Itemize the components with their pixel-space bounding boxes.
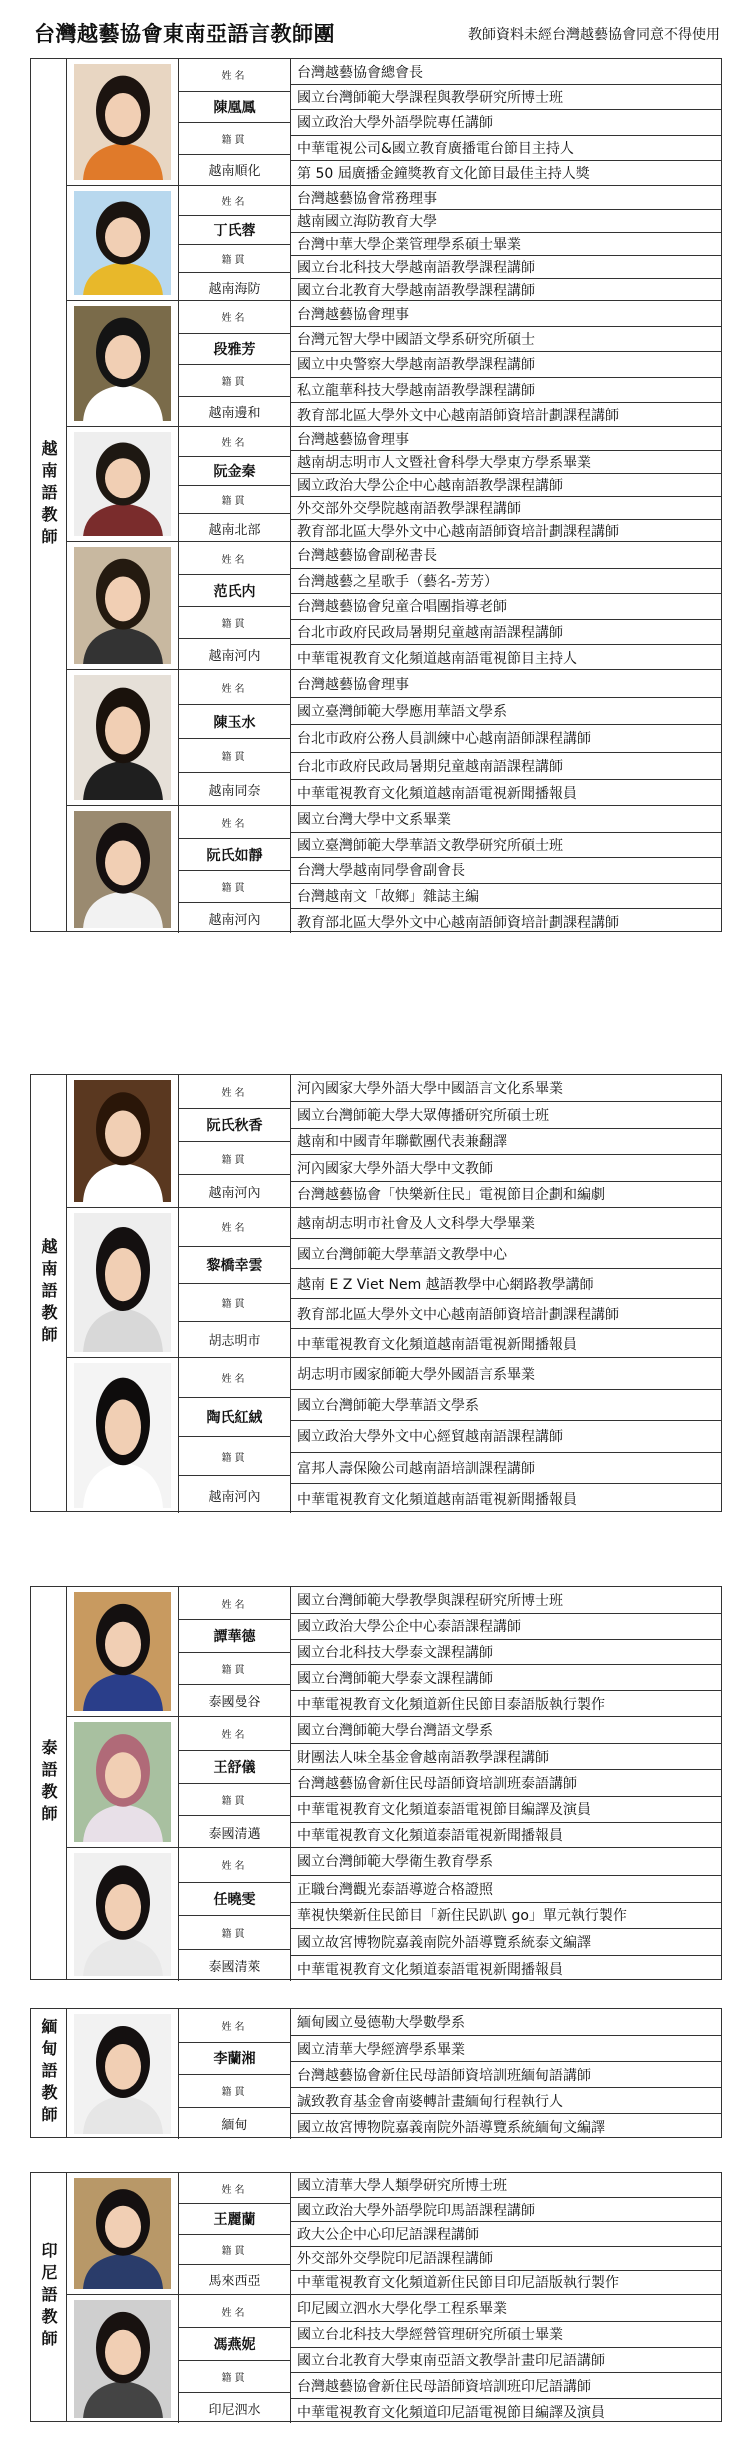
teacher-info [179,1587,291,1716]
credential-line: 正職台灣觀光泰語導遊合格證照 [291,1875,721,1902]
credential-line: 台灣元智大學中國語文學系研究所碩士 [291,326,721,351]
usage-notice: 教師資料未經台灣越藝協會同意不得使用 [468,27,720,43]
teacher-info [179,2173,291,2294]
teacher-origin: 印尼泗水 [179,2392,290,2424]
teacher-info [179,1075,291,1207]
teacher-info [179,186,291,300]
origin-label: 籍貫 [179,1915,290,1949]
credential-line: 中華電視教育文化頻道泰語電視節目編譯及演員 [291,1796,721,1822]
credential-line: 中華電視公司&國立教育廣播電台節目主持人 [291,135,721,160]
teacher-credentials [291,301,721,426]
person-silhouette-icon [74,432,171,536]
credential-line: 外交部外交學院越南語教學課程講師 [291,496,721,519]
teacher-photo [67,1208,179,1357]
person-silhouette-icon [74,1213,171,1352]
origin-label: 籍貫 [179,738,290,772]
teacher-photo [67,1848,179,1981]
teacher-row [67,2294,721,2423]
name-label: 姓名 [221,1374,248,1385]
teacher-credentials [291,806,721,933]
teacher-photo [67,1075,179,1207]
credential-line: 越南胡志明市人文暨社會科學大學東方學系畢業 [291,450,721,473]
credential-line: 中華電視教育文化頻道新住民節目泰語版執行製作 [291,1690,721,1716]
teacher-name: 陶氏紅絨 [179,1397,290,1436]
credential-line: 國立清華大學經濟學系畢業 [291,2035,721,2061]
teacher-photo [67,806,179,933]
photo-background [74,547,171,664]
teacher-info [179,1848,291,1981]
teacher-credentials [291,542,721,669]
teacher-section [30,2172,722,2422]
credential-line: 台灣越藝協會總會長 [297,64,423,81]
person-silhouette-icon [74,675,171,800]
person-silhouette-icon [74,1592,171,1711]
person-silhouette-icon [74,1363,171,1508]
teacher-origin: 越南海防 [179,272,290,301]
teacher-photo [67,2173,179,2294]
credential-line: 富邦人壽保險公司越南語培訓課程講師 [291,1452,721,1483]
credential-line: 華視快樂新住民節目「新住民趴趴 go」單元執行製作 [291,1902,721,1929]
teacher-name: 馮燕妮 [179,2327,290,2359]
teacher-origin: 越南同奈 [179,772,290,806]
credential-line: 中華電視教育文化頻道新住民節目印尼語版執行製作 [291,2270,721,2294]
teacher-row [67,426,721,541]
section-label [31,2173,67,2421]
teacher-info [179,806,291,933]
photo-background [74,2014,171,2134]
person-silhouette-icon [74,2014,171,2134]
credential-line: 國立故宮博物院嘉義南院外語導覽系統緬甸文編譯 [291,2113,721,2139]
teacher-name: 譚華德 [179,1619,290,1651]
teacher-credentials [291,1587,721,1716]
teacher-name: 丁氏蓉 [179,215,290,244]
person-silhouette-icon [74,1853,171,1976]
section-label [31,1075,67,1511]
teacher-origin: 越南河内 [179,638,290,670]
credential-line: 台灣大學越南同學會副會長 [291,857,721,883]
credential-line: 中華電視教育文化頻道越南語電視新聞播報員 [291,1328,721,1358]
teacher-credentials [291,1358,721,1513]
name-label: 姓名 [221,1861,248,1873]
teacher-row [67,1587,721,1716]
credential-line: 教育部北區大學外文中心越南語師資培計劃課程講師 [291,402,721,427]
person-silhouette-icon [74,1080,171,1202]
teacher-photo [67,59,179,185]
section-label [31,2009,67,2137]
credential-line: 教育部北區大學外文中心越南語師資培計劃課程講師 [291,1298,721,1328]
teacher-info [179,2009,291,2139]
teacher-info [179,1358,291,1513]
credential-line: 國立台灣師範大學華語文教學中心 [291,1238,721,1268]
teacher-row [67,2009,721,2139]
teacher-photo [67,1587,179,1716]
credential-line: 台北市政府民政局暑期兒童越南語課程講師 [291,752,721,779]
teacher-name: 段雅芳 [179,333,290,365]
credential-line: 台灣越藝協會新住民母語師資培訓班泰語講師 [291,1769,721,1795]
teacher-origin: 越南邊和 [179,396,290,428]
teacher-origin: 泰國清邁 [179,1815,290,1848]
teacher-name: 陳凰鳳 [179,91,290,123]
credential-line: 國立台北科技大學越南語教學課程講師 [291,255,721,278]
credential-line: 台灣越藝協會常務理事 [297,190,437,207]
credential-line: 台灣越藝之星歌手（藝名-芳芳） [291,568,721,594]
section-label-text: 越南語教師 [39,440,58,550]
teacher-credentials [291,1848,721,1981]
section-label-text: 泰語教師 [39,1739,58,1827]
teacher-credentials [291,59,721,185]
name-label: 姓名 [221,1599,248,1611]
origin-label: 籍貫 [179,364,290,396]
credential-line: 緬甸國立曼德勒大學數學系 [297,2015,465,2031]
credential-line: 台灣越藝協會理事 [297,431,409,448]
credential-line: 國立臺灣師範大學應用華語文學系 [291,697,721,724]
teacher-info [179,59,291,185]
name-label: 姓名 [221,554,248,566]
section-label-text: 緬甸語教師 [39,2018,58,2128]
credential-line: 國立政治大學公企中心越南語教學課程講師 [291,473,721,496]
teacher-origin: 泰國清萊 [179,1949,290,1983]
teacher-name: 阮氏如靜 [179,838,290,870]
credential-line: 國立清華大學人類學研究所博士班 [297,2178,507,2195]
credential-line: 台灣越藝協會新住民母語師資培訓班緬甸語講師 [291,2061,721,2087]
photo-background [74,811,171,928]
credential-line: 國立故宮博物院嘉義南院外語導覽系統泰文編譯 [291,1928,721,1955]
credential-line: 國立台北科技大學泰文課程講師 [291,1639,721,1665]
origin-label: 籍貫 [179,870,290,902]
credential-line: 教育部北區大學外文中心越南語師資培計劃課程講師 [291,908,721,934]
teacher-photo [67,1717,179,1847]
credential-line: 台灣越藝協會副秘書長 [297,547,437,564]
credential-line: 台北市政府公務人員訓練中心越南語師課程講師 [291,724,721,751]
teacher-info [179,301,291,426]
person-silhouette-icon [74,2178,171,2289]
photo-background [74,1213,171,1352]
photo-background [74,1722,171,1842]
photo-background [74,1363,171,1508]
name-label: 姓名 [221,2184,248,2196]
teacher-name: 陳玉水 [179,704,290,738]
origin-label: 籍貫 [179,1283,290,1321]
teacher-credentials [291,427,721,541]
credential-line: 第 50 屆廣播金鐘獎教育文化節目最佳主持人獎 [291,160,721,185]
credential-line: 中華電視教育文化頻道泰語電視新聞播報員 [291,1822,721,1848]
name-label: 姓名 [221,71,248,83]
teacher-photo [67,1358,179,1513]
person-silhouette-icon [74,1722,171,1842]
credential-line: 國立政治大學外文中心經貿越南語課程講師 [291,1420,721,1451]
teacher-origin: 越南河內 [179,1475,290,1514]
credential-line: 國立台灣師範大學大眾傳播研究所碩士班 [291,1101,721,1127]
credential-line: 台灣中華大學企業管理學系碩士畢業 [291,232,721,255]
teacher-origin: 越南順化 [179,154,290,186]
name-label: 姓名 [221,1223,248,1235]
photo-background [74,2178,171,2289]
teacher-row [67,1716,721,1847]
name-label: 姓名 [221,196,248,208]
credential-line: 外交部外交學院印尼語課程講師 [291,2246,721,2270]
credential-line: 台灣越藝協會「快樂新住民」電視節目企劃和編劇 [291,1181,721,1207]
teacher-credentials [291,670,721,805]
credential-line: 國立政治大學外語學院印馬語課程講師 [291,2197,721,2221]
teacher-photo [67,2295,179,2423]
credential-line: 河內國家大學外語大學中文教師 [291,1154,721,1180]
credential-line: 台灣越南文「故鄉」雜誌主編 [291,883,721,909]
teacher-info [179,2295,291,2423]
teacher-photo [67,186,179,300]
origin-label: 籍貫 [179,2074,290,2107]
name-label: 姓名 [221,1088,248,1099]
origin-label: 籍貫 [179,485,290,514]
credential-line: 誠致教育基金會南婆轉計畫緬甸行程執行人 [291,2087,721,2113]
credential-line: 政大公企中心印尼語課程講師 [291,2221,721,2245]
teacher-origin: 胡志明市 [179,1321,290,1359]
origin-label: 籍貫 [179,1783,290,1816]
person-silhouette-icon [74,191,171,295]
teacher-name: 王舒儀 [179,1750,290,1783]
credential-line: 中華電視教育文化頻道越南語電視新聞播報員 [291,1483,721,1514]
credential-line: 國立政治大學外語學院專任講師 [291,109,721,134]
credential-line: 財團法人味全基金會越南語教學課程講師 [291,1743,721,1769]
teacher-photo [67,670,179,805]
credential-line: 越南胡志明市社會及人文科學大學畢業 [297,1216,535,1232]
page-title: 台灣越藝協會東南亞語言教師團 [34,22,335,46]
teacher-row [67,805,721,933]
teacher-credentials [291,1075,721,1207]
credential-line: 越南和中國青年聯歡團代表兼翻譯 [291,1128,721,1154]
person-silhouette-icon [74,811,171,928]
teacher-credentials [291,2009,721,2139]
teacher-origin: 馬來西亞 [179,2264,290,2294]
teacher-credentials [291,1717,721,1847]
teacher-row [67,669,721,805]
teacher-photo [67,301,179,426]
credential-line: 國立台北教育大學越南語教學課程講師 [291,278,721,301]
photo-background [74,191,171,295]
section-label-text: 越南語教師 [39,1238,58,1348]
page-header [34,14,720,48]
credential-line: 越南 E Z Viet Nem 越語教學中心網路教學講師 [291,1268,721,1298]
teacher-origin: 越南河內 [179,1174,290,1207]
photo-background [74,1080,171,1202]
person-silhouette-icon [74,547,171,664]
teacher-info [179,670,291,805]
credential-line: 國立政治大學公企中心泰語課程講師 [291,1613,721,1639]
teacher-name: 任曉雯 [179,1882,290,1916]
teacher-row [67,59,721,185]
teacher-name: 阮氏秋香 [179,1108,290,1141]
teacher-section [30,1586,722,1980]
teacher-name: 阮金秦 [179,456,290,485]
credential-line: 國立台灣師範大學泰文課程講師 [291,1664,721,1690]
teacher-origin: 越南北部 [179,513,290,542]
section-label [31,59,67,931]
teacher-info [179,427,291,541]
origin-label: 籍貫 [179,2360,290,2392]
teacher-origin: 泰國曼谷 [179,1684,290,1716]
credential-line: 中華電視教育文化頻道印尼語電視節目編譯及演員 [291,2398,721,2424]
teacher-section [30,58,722,932]
teacher-photo [67,427,179,541]
teacher-section [30,1074,722,1512]
credential-line: 國立台北科技大學經營管理研究所碩士畢業 [291,2321,721,2347]
name-label: 姓名 [221,437,248,449]
photo-background [74,432,171,536]
credential-line: 國立台灣師範大學華語文學系 [291,1389,721,1420]
person-silhouette-icon [74,64,171,180]
credential-line: 私立龍華科技大學越南語教學課程講師 [291,377,721,402]
photo-background [74,306,171,421]
photo-background [74,1592,171,1711]
credential-line: 國立台北教育大學東南亞語文教學計畫印尼語講師 [291,2347,721,2373]
person-silhouette-icon [74,306,171,421]
teacher-info [179,1717,291,1847]
teacher-photo [67,2009,179,2139]
credential-line: 河內國家大學外語大學中國語言文化系畢業 [297,1081,563,1098]
credential-line: 越南國立海防教育大學 [291,209,721,232]
teacher-name: 李蘭湘 [179,2042,290,2075]
teacher-row [67,1357,721,1513]
teacher-name: 范氏内 [179,574,290,606]
name-label: 姓名 [221,313,248,325]
name-label: 姓名 [221,818,248,830]
credential-line: 國立台灣師範大學衛生教育學系 [297,1854,493,1871]
credential-line: 教育部北區大學外文中心越南語師資培計劃課程講師 [291,519,721,542]
origin-label: 籍貫 [179,244,290,273]
credential-line: 國立台灣師範大學台灣語文學系 [297,1723,493,1740]
name-label: 姓名 [221,2307,248,2319]
credential-line: 國立臺灣師範大學華語文教學研究所碩士班 [291,832,721,858]
teacher-credentials [291,1208,721,1357]
teacher-row [67,541,721,669]
credential-line: 國立台灣大學中文系畢業 [297,811,451,828]
credential-line: 台灣越藝協會新住民母語師資培訓班印尼語講師 [291,2372,721,2398]
name-label: 姓名 [221,2021,248,2033]
teacher-info [179,1208,291,1357]
photo-background [74,2300,171,2418]
section-label [31,1587,67,1979]
credential-line: 台灣越藝協會理事 [297,676,409,693]
photo-background [74,1853,171,1976]
teacher-photo [67,542,179,669]
name-label: 姓名 [221,1729,248,1741]
credential-line: 中華電視教育文化頻道泰語電視新聞播報員 [291,1955,721,1982]
teacher-origin: 緬甸 [179,2107,290,2140]
credential-line: 國立台灣師範大學課程與教學研究所博士班 [291,84,721,109]
origin-label: 籍貫 [179,2234,290,2264]
credential-line: 胡志明市國家師範大學外國語言系畢業 [297,1366,535,1383]
name-label: 姓名 [221,683,248,695]
section-label-text: 印尼語教師 [39,2242,58,2352]
teacher-row [67,1207,721,1357]
photo-background [74,675,171,800]
origin-label: 籍貫 [179,1652,290,1684]
teacher-row [67,300,721,426]
credential-line: 中華電視教育文化頻道越南語電視節目主持人 [291,644,721,670]
teacher-row [67,1847,721,1981]
origin-label: 籍貫 [179,1141,290,1174]
credential-line: 國立台灣師範大學教學與課程研究所博士班 [297,1592,563,1609]
teacher-credentials [291,2173,721,2294]
teacher-name: 王麗蘭 [179,2203,290,2233]
origin-label: 籍貫 [179,122,290,154]
teacher-name: 黎橋幸雲 [179,1246,290,1284]
teacher-credentials [291,186,721,300]
teacher-section [30,2008,722,2138]
person-silhouette-icon [74,2300,171,2418]
credential-line: 國立中央警察大學越南語教學課程講師 [291,351,721,376]
teacher-row [67,185,721,300]
credential-line: 印尼國立泗水大學化學工程系畢業 [297,2300,507,2317]
credential-line: 台灣越藝協會兒童合唱團指導老師 [291,593,721,619]
teacher-credentials [291,2295,721,2423]
origin-label: 籍貫 [179,606,290,638]
photo-background [74,64,171,180]
teacher-origin: 越南河內 [179,902,290,934]
teacher-row [67,1075,721,1207]
teacher-row [67,2173,721,2294]
credential-line: 台灣越藝協會理事 [297,306,409,323]
credential-line: 中華電視教育文化頻道越南語電視新聞播報員 [291,779,721,806]
credential-line: 台北市政府民政局暑期兒童越南語課程講師 [291,619,721,645]
teacher-info [179,542,291,669]
origin-label: 籍貫 [179,1436,290,1475]
